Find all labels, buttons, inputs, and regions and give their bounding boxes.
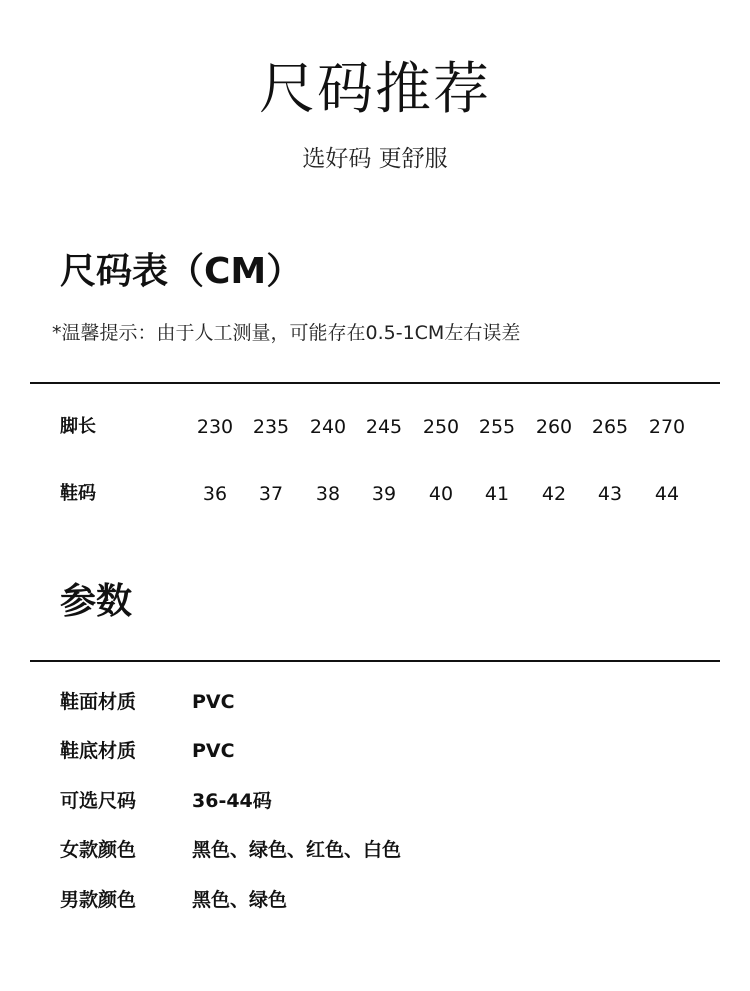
param-row-mens-colors xyxy=(0,883,750,917)
size-cell: 235 xyxy=(252,416,290,438)
size-cell: 255 xyxy=(478,416,516,438)
size-cell: 38 xyxy=(315,483,341,505)
size-cell: 39 xyxy=(371,483,397,505)
size-cell: 36 xyxy=(202,483,228,505)
param-value: PVC xyxy=(192,740,235,762)
size-cell: 260 xyxy=(535,416,573,438)
size-cell: 240 xyxy=(309,416,347,438)
params-divider xyxy=(30,660,720,662)
param-value: 黑色、绿色、红色、白色 xyxy=(192,839,402,861)
size-chart-divider xyxy=(30,382,720,384)
param-label: 鞋面材质 xyxy=(60,691,137,713)
params-title: 参数 xyxy=(60,581,133,622)
param-label: 鞋底材质 xyxy=(60,740,137,762)
size-cell: 270 xyxy=(648,416,686,438)
size-row-shoe-size xyxy=(0,477,750,511)
param-row-sole-material xyxy=(0,734,750,768)
param-row-available-sizes xyxy=(0,784,750,818)
size-cell: 245 xyxy=(365,416,403,438)
measurement-note: *温馨提示：由于人工测量，可能存在0.5-1CM左右误差 xyxy=(52,322,521,344)
size-chart-title: 尺码表（CM） xyxy=(60,251,303,292)
size-cell: 42 xyxy=(541,483,567,505)
param-value: 36-44码 xyxy=(192,790,272,812)
param-row-upper-material xyxy=(0,685,750,719)
param-label: 女款颜色 xyxy=(60,839,137,861)
page-subtitle: 选好码 更舒服 xyxy=(302,146,448,172)
row-label-shoe-size: 鞋码 xyxy=(60,483,96,504)
size-row-foot-length xyxy=(0,410,750,444)
size-cell: 44 xyxy=(654,483,680,505)
param-label: 男款颜色 xyxy=(60,889,137,911)
page-title: 尺码推荐 xyxy=(259,57,491,122)
size-cell: 41 xyxy=(484,483,510,505)
size-cell: 265 xyxy=(591,416,629,438)
param-row-womens-colors xyxy=(0,833,750,867)
param-label: 可选尺码 xyxy=(60,790,137,812)
size-cell: 37 xyxy=(258,483,284,505)
size-cell: 230 xyxy=(196,416,234,438)
param-value: 黑色、绿色 xyxy=(192,889,288,911)
size-cell: 43 xyxy=(597,483,623,505)
row-label-foot-length: 脚长 xyxy=(60,416,96,437)
size-cell: 250 xyxy=(422,416,460,438)
param-value: PVC xyxy=(192,691,235,713)
size-cell: 40 xyxy=(428,483,454,505)
